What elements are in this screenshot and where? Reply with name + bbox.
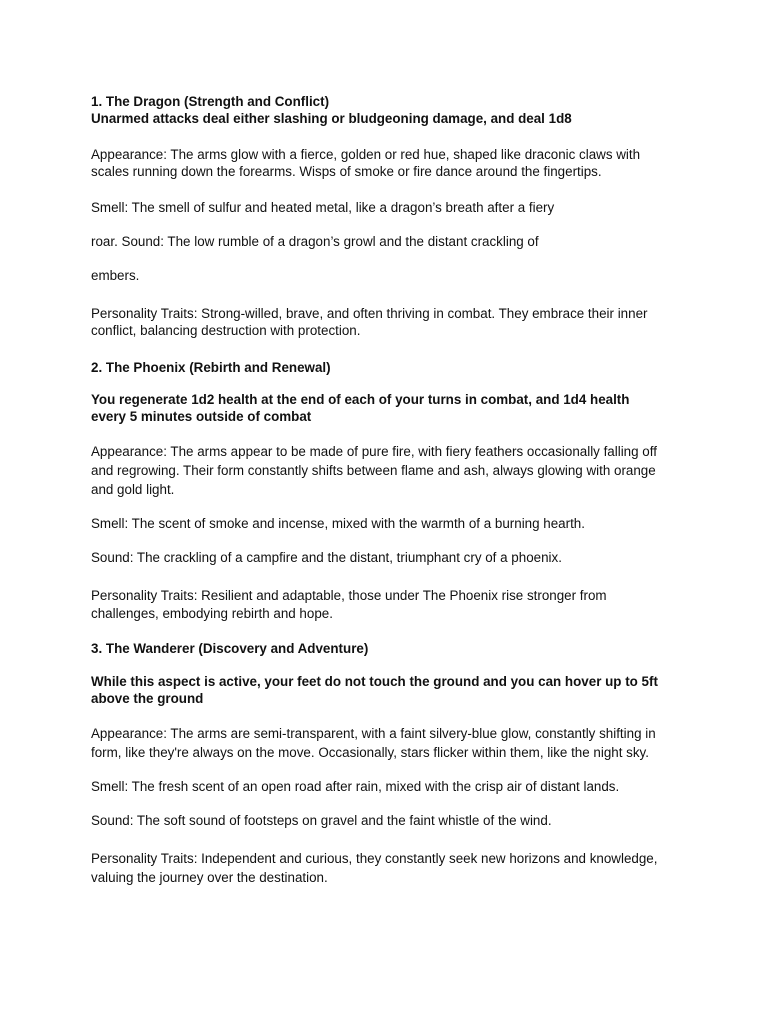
wanderer-ability-line-1: While this aspect is active, your feet do not touch the ground and you can hover up to 5ft bbox=[91, 674, 658, 689]
phoenix-smell: Smell: The scent of smoke and incense, mixed with the warmth of a burning hearth. bbox=[91, 516, 585, 531]
dragon-heading: 1. The Dragon (Strength and Conflict) bbox=[91, 94, 330, 109]
dragon-personality-line-1: Personality Traits: Strong-willed, brave, and often thriving in combat. They embrace their inner bbox=[91, 306, 648, 321]
phoenix-appearance-line-1: Appearance: The arms appear to be made of pure fire, with fiery feathers occasionally falling off bbox=[91, 444, 657, 459]
dragon-personality-line-2: conflict, balancing destruction with protection. bbox=[91, 323, 361, 338]
wanderer-appearance-line-2: form, like they're always on the move. Occasionally, stars flicker within them, like the night sky. bbox=[91, 745, 649, 760]
phoenix-ability-line-1: You regenerate 1d2 health at the end of each of your turns in combat, and 1d4 health bbox=[91, 392, 630, 407]
dragon-sound-line-1: roar. Sound: The low rumble of a dragon’s growl and the distant crackling of bbox=[91, 234, 539, 249]
dragon-smell: Smell: The smell of sulfur and heated metal, like a dragon’s breath after a fiery bbox=[91, 200, 555, 215]
dragon-appearance-line-1: Appearance: The arms glow with a fierce, golden or red hue, shaped like draconic claws with bbox=[91, 147, 641, 162]
wanderer-sound: Sound: The soft sound of footsteps on gravel and the faint whistle of the wind. bbox=[91, 813, 552, 828]
phoenix-ability-line-2: every 5 minutes outside of combat bbox=[91, 409, 312, 424]
wanderer-heading: 3. The Wanderer (Discovery and Adventure) bbox=[91, 641, 369, 656]
phoenix-appearance-line-3: and gold light. bbox=[91, 482, 175, 497]
wanderer-ability-line-2: above the ground bbox=[91, 691, 204, 706]
dragon-ability: Unarmed attacks deal either slashing or bludgeoning damage, and deal 1d8 bbox=[91, 111, 572, 126]
phoenix-sound: Sound: The crackling of a campfire and the distant, triumphant cry of a phoenix. bbox=[91, 550, 562, 565]
wanderer-personality-line-1: Personality Traits: Independent and curious, they constantly seek new horizons and knowledge, bbox=[91, 851, 658, 866]
phoenix-personality-line-2: challenges, embodying rebirth and hope. bbox=[91, 606, 333, 621]
dragon-sound-line-2: embers. bbox=[91, 268, 140, 283]
dragon-appearance-line-2: scales running down the forearms. Wisps of smoke or fire dance around the fingertips. bbox=[91, 164, 602, 179]
phoenix-personality-line-1: Personality Traits: Resilient and adaptable, those under The Phoenix rise stronger from bbox=[91, 588, 607, 603]
wanderer-personality-line-2: valuing the journey over the destination. bbox=[91, 870, 328, 885]
phoenix-heading: 2. The Phoenix (Rebirth and Renewal) bbox=[91, 360, 331, 375]
phoenix-appearance-line-2: and regrowing. Their form constantly shifts between flame and ash, always glowing with orange bbox=[91, 463, 656, 478]
wanderer-smell: Smell: The fresh scent of an open road after rain, mixed with the crisp air of distant lands. bbox=[91, 779, 620, 794]
wanderer-appearance-line-1: Appearance: The arms are semi-transparent, with a faint silvery-blue glow, constantly shifting in bbox=[91, 726, 656, 741]
